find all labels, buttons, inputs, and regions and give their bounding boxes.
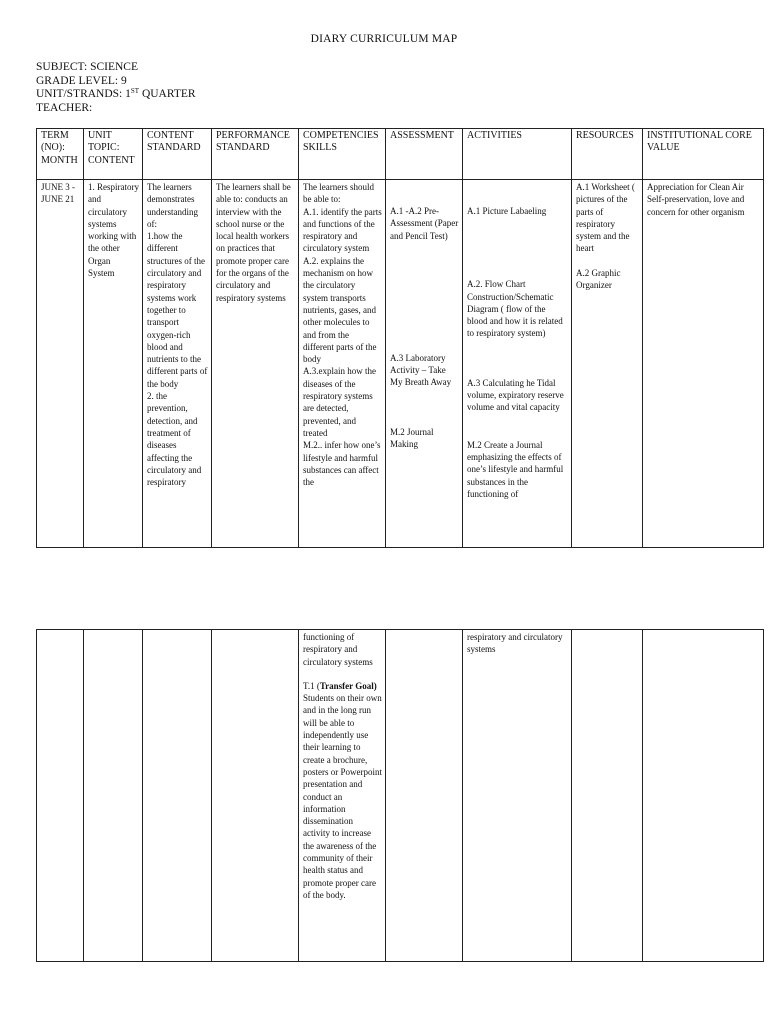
grade-level-line: GRADE LEVEL: 9 (36, 74, 127, 87)
table-row (37, 630, 764, 962)
header-core-value: INSTITUTIONAL CORE VALUE (643, 129, 764, 180)
resource-a2: A.2 Graphic Organizer (576, 267, 621, 291)
curriculum-map-table (36, 128, 764, 548)
cell-resources-empty (572, 630, 643, 962)
cell-performance-standard-empty (212, 630, 299, 962)
subject-line: SUBJECT: SCIENCE (36, 61, 138, 73)
header-competencies: COMPETENCIES SKILLS (299, 129, 386, 180)
transfer-goal-prefix: T.1 ( (303, 680, 320, 691)
competencies-continuation: functioning of respiratory and circulatory systems (303, 632, 373, 667)
header-resources: RESOURCES (572, 129, 643, 180)
unit-strands-prefix: UNIT/STRANDS: 1 (36, 88, 131, 100)
cell-activities-continued: respiratory and circulatory systems (463, 630, 572, 962)
cell-assessment-empty (386, 630, 463, 962)
cell-core-value: Appreciation for Clean Air Self-preservation, love and concern for other organism (643, 180, 764, 548)
transfer-goal-text: Students on their own and in the long run will be able to independently use their learning to create a brochure, posters or Powerpoint presentation and conduct an information dissemination activity to increase the awareness of the community of their health status and promote proper care of the body. (303, 693, 382, 900)
header-assessment: ASSESSMENT (386, 129, 463, 180)
transfer-goal (303, 680, 382, 901)
curriculum-map-table-continued (36, 629, 764, 962)
transfer-goal-label: Transfer Goal) (319, 680, 377, 691)
activity-m2: M.2 Create a Journal emphasizing the effects of one’s lifestyle and harmful substances in the functioning of (467, 439, 564, 499)
assessment-a3: A.3 Laboratory Activity – Take My Breath Away (390, 352, 452, 388)
cell-term-empty (37, 630, 84, 962)
cell-competencies: The learners should be able to: A.1. identify the parts and functions of the respiratory and circulatory system A.2. explains the mechanism on how the circulatory system transports nutrients, gases, and other molecules to and from the different parts of the body A.3.explain how the diseases of the respiratory systems are detected, prevented, and treated M.2.. infer how one’s lifestyle and harmful substances can affect the (299, 180, 386, 548)
cell-unit-topic-empty (84, 630, 143, 962)
header-term: TERM (NO): MONTH (37, 129, 84, 180)
cell-term: JUNE 3 - JUNE 21 (37, 180, 84, 548)
cell-competencies-continued (299, 630, 386, 962)
cell-activities (463, 180, 572, 548)
assessment-m2: M.2 Journal Making (390, 426, 434, 450)
document-title: DIARY CURRICULUM MAP (310, 33, 458, 45)
document-meta (36, 61, 196, 115)
header-content-standard: CONTENT STANDARD (143, 129, 212, 180)
cell-assessment (386, 180, 463, 548)
table-row (37, 180, 764, 548)
activity-a3: A.3 Calculating he Tidal volume, expiratory reserve volume and vital capacity (467, 377, 564, 413)
cell-resources (572, 180, 643, 548)
activity-a2: A.2. Flow Chart Construction/Schematic Diagram ( flow of the blood and how it is related to respiratory system) (467, 279, 563, 339)
header-row (37, 129, 764, 180)
unit-strands-line (36, 88, 196, 102)
header-activities: ACTIVITIES (463, 129, 572, 180)
resource-a1: A.1 Worksheet ( pictures of the parts of respiratory system and the heart (576, 182, 635, 254)
teacher-line: TEACHER: (36, 101, 93, 114)
assessment-a1-a2: A.1 -A.2 Pre-Assessment (Paper and Pencil Test) (390, 206, 459, 241)
cell-unit-topic: 1. Respiratory and circulatory systems working with the other Organ System (84, 180, 143, 548)
header-unit-topic: UNIT TOPIC: CONTENT (84, 129, 143, 180)
cell-content-standard: The learners demonstrates understanding of: 1.how the different structures of the circulatory and respiratory systems work together to transport oxygen-rich blood and nutrients to the different parts of the body 2. the prevention, detection, and treatment of diseases affecting the circulatory and respiratory (143, 180, 212, 548)
cell-content-standard-empty (143, 630, 212, 962)
cell-performance-standard: The learners shall be able to: conducts an interview with the school nurse or the local health workers on practices that promote proper care for the organs of the circulatory and respiratory systems (212, 180, 299, 548)
unit-strands-superscript: ST (130, 87, 140, 95)
unit-strands-suffix: QUARTER (139, 88, 196, 100)
cell-core-value-empty (643, 630, 764, 962)
activity-a1: A.1 Picture Labaeling (467, 206, 547, 216)
header-performance-standard: PERFORMANCE STANDARD (212, 129, 299, 180)
